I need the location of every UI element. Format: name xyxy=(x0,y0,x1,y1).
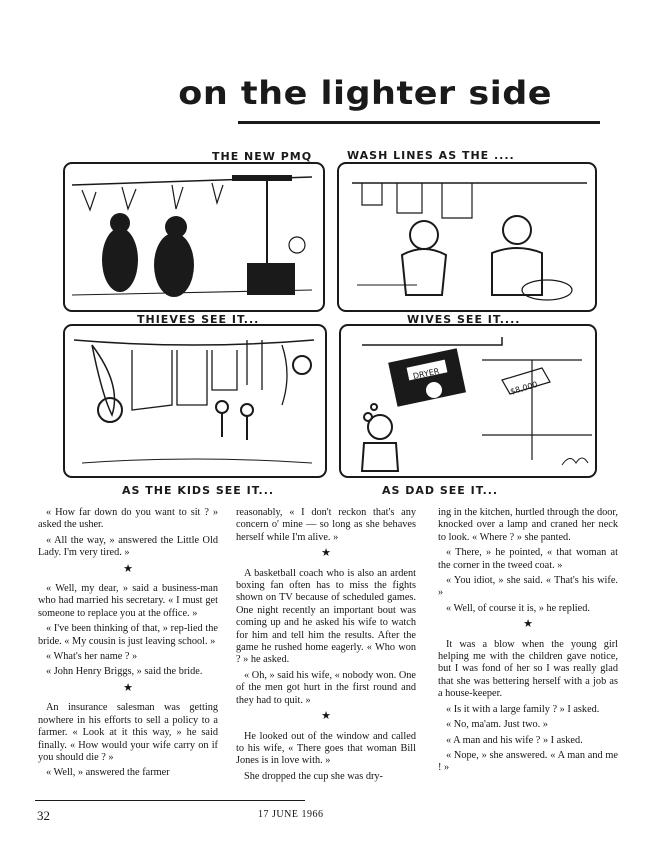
article-columns xyxy=(38,507,618,797)
paragraph: « Is it with a large family ? » I asked. xyxy=(446,703,600,715)
paragraph: « How far down do you want to sit ? » asked the usher. xyxy=(38,507,218,531)
paragraph: « You idiot, » she said. « That's his wife. » xyxy=(438,575,618,599)
paragraph: reasonably, « I don't reckon that's any concern o' mine — so long as she behaves herself while I'm alive. » xyxy=(236,507,416,543)
paragraph: « Well, of course it is, » he replied. xyxy=(446,602,590,614)
paragraph: An insurance salesman was getting nowhere in his efforts to sell a policy to a farmer. « Look at it this way, » he said finally. « How would your wife carry on if you should die ? » xyxy=(38,702,218,763)
paragraph: She dropped the cup she was dry- xyxy=(244,770,383,782)
paragraph: « There, » he pointed, « that woman at the corner in the tweed coat. » xyxy=(438,547,618,571)
page-number: 32 xyxy=(37,808,50,823)
cartoon-caption-wives: WIVES SEE IT.... xyxy=(407,313,521,326)
paragraph: « John Henry Briggs, » said the bride. xyxy=(46,666,203,678)
cartoon-caption-top-right: WASH LINES AS THE .... xyxy=(347,149,515,162)
paragraph: « What's her name ? » xyxy=(46,651,138,663)
paragraph: « Oh, » said his wife, « nobody won. One of the men got hurt in the first round and they had to quit. » xyxy=(236,669,416,706)
text-column-1 xyxy=(38,507,218,783)
text-column-3 xyxy=(438,507,618,778)
price-tag: $8,000 xyxy=(509,379,539,397)
dryer-label: DRYER xyxy=(412,366,441,381)
star-divider: ★ xyxy=(321,547,331,560)
issue-date: 17 JUNE 1966 xyxy=(258,809,324,820)
paragraph: « Well, my dear, » said a business-man who had married his secretary. « I must get someone to replace you at the office. » xyxy=(38,583,218,619)
cartoon-caption-kids: AS THE KIDS SEE IT... xyxy=(122,484,275,497)
title-rule xyxy=(238,121,600,124)
paragraph: « Nope, » she answered. « A man and me ! » xyxy=(438,749,618,774)
footer-rule xyxy=(35,800,305,801)
cartoon-illustration xyxy=(62,145,602,500)
paragraph: ing in the kitchen, hurtled through the door, knocked over a lamp and craned her neck to look. « Where ? » she panted. xyxy=(438,507,618,543)
paragraph: « No, ma'am. Just two. » xyxy=(446,719,548,731)
star-divider: ★ xyxy=(523,618,533,631)
cartoon-panel-wives xyxy=(338,163,596,311)
wives-drawing xyxy=(352,183,587,300)
kids-drawing xyxy=(74,340,314,463)
paragraph: « I've been thinking of that, » rep-lied the bride. « My cousin is just leaving school. » xyxy=(38,623,218,647)
dad-drawing xyxy=(362,337,592,471)
cartoon-panel-dad xyxy=(340,325,596,477)
star-divider: ★ xyxy=(123,562,133,575)
paragraph: « Well, » answered the farmer xyxy=(46,767,170,779)
star-divider: ★ xyxy=(321,710,331,723)
paragraph: He looked out of the window and called to his wife, « There goes that woman Bill Jones is in love with. » xyxy=(236,730,416,767)
paragraph: It was a blow when the young girl helping me with the children gave notice, but I was fond of her so I was really glad that she was bettering herself with a job as a house-keeper. xyxy=(438,638,618,700)
paragraph: « A man and his wife ? » I asked. xyxy=(446,734,583,746)
cartoon-caption-top-left: THE NEW PMQ xyxy=(212,150,313,163)
paragraph: A basketball coach who is also an ardent boxing fan often has to miss the fights shown on TV because of scheduled games. One night recently an important bout was coming up and he asked his wife to watch for him and tell him the results. After the game he rushed home eagerly. « Who won ? » he asked. xyxy=(236,567,416,666)
page-title: on the lighter side xyxy=(178,75,552,113)
thieves-drawing xyxy=(72,175,312,297)
paragraph: « All the way, » answered the Little Old Lady. I'm very tired. » xyxy=(38,534,218,559)
star-divider: ★ xyxy=(123,681,133,694)
cartoon-caption-dad: AS DAD SEE IT... xyxy=(382,484,499,497)
text-column-2 xyxy=(236,507,416,786)
cartoon-caption-thieves: THIEVES SEE IT... xyxy=(137,313,260,326)
